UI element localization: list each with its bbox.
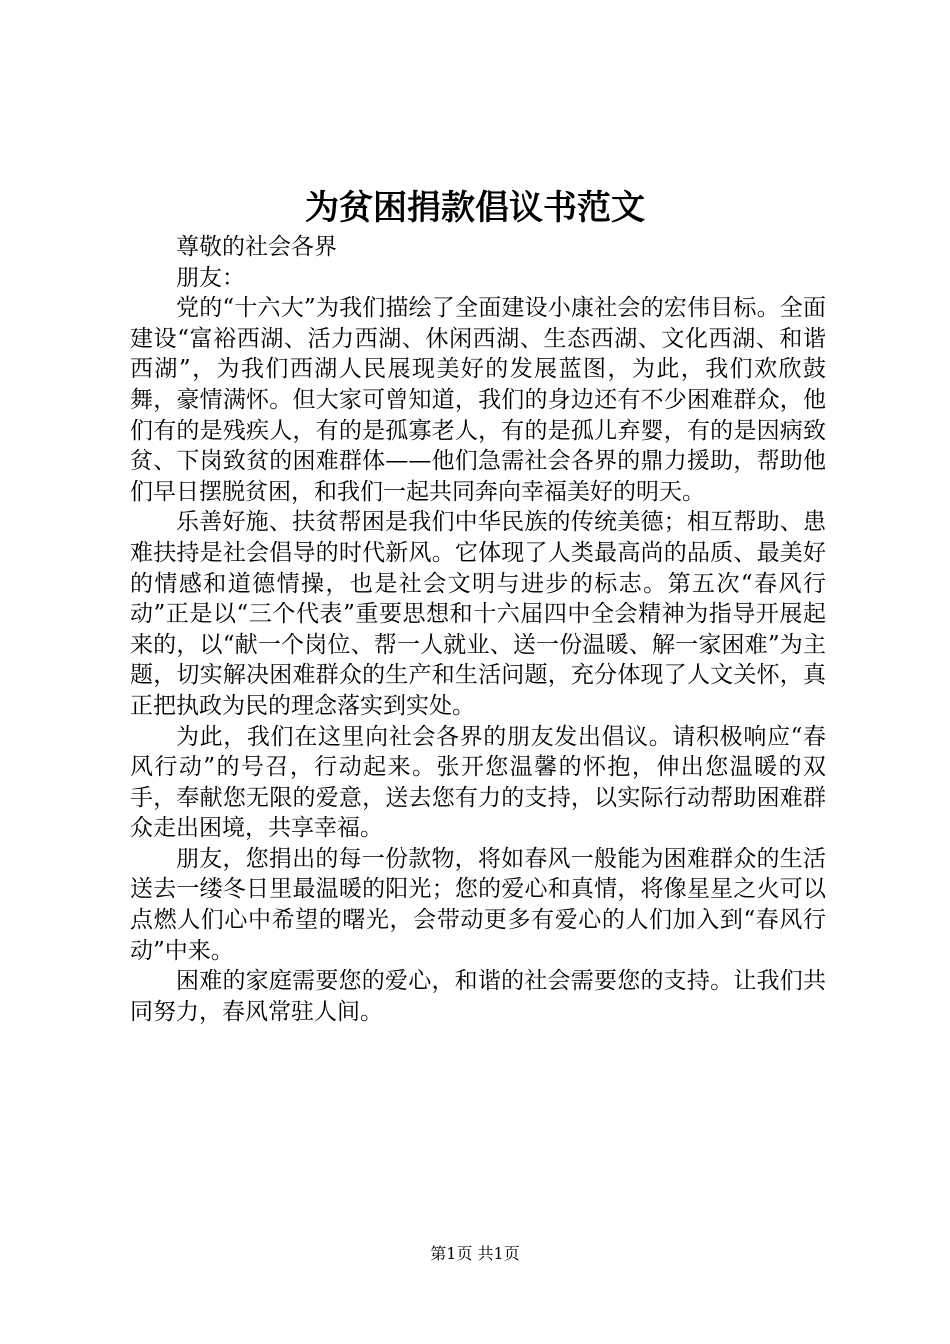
body-paragraph: 朋友，您捐出的每一份款物，将如春风一般能为困难群众的生活送去一缕冬日里最温暖的阳光；您的爱心和真情，将像星星之火可以点燃人们心中希望的曙光，会带动更多有爱心的人们加入到“春风行动”中来。 (130, 845, 826, 964)
salutation-line: 朋友： (176, 264, 245, 291)
salutation-line: 尊敬的社会各界 (176, 234, 337, 260)
body-paragraph: 为此，我们在这里向社会各界的朋友发出倡议。请积极响应“春风行动”的号召，行动起来。张开您温馨的怀抱，伸出您温暖的双手，奉献您无限的爱意，送去您有力的支持，以实际行动帮助困难群众走出困境，共享幸福。 (130, 723, 826, 842)
body-paragraph: 乐善好施、扶贫帮困是我们中华民族的传统美德；相互帮助、患难扶持是社会倡导的时代新风。它体现了人类最高尚的品质、最美好的情感和道德情操，也是社会文明与进步的标志。第五次“春风行动”正是以“三个代表”重要思想和十六届四中全会精神为指导开展起来的，以“献一个岗位、帮一人就业、送一份温暖、解一家困难”为主题，切实解决困难群众的生产和生活问题，充分体现了人文关怀，真正把执政为民的理念落实到实处。 (130, 509, 826, 719)
page-number-footer: 第1页 共1页 (430, 1244, 520, 1263)
document-body (130, 232, 826, 1027)
document-title: 为贫困捐款倡议书范文 (305, 188, 645, 228)
body-paragraph: 党的“十六大”为我们描绘了全面建设小康社会的宏伟目标。全面建设“富裕西湖、活力西湖、休闲西湖、生态西湖、文化西湖、和谐西湖”，为我们西湖人民展现美好的发展蓝图，为此，我们欢欣鼓舞，豪情满怀。但大家可曾知道，我们的身边还有不少困难群众，他们有的是残疾人，有的是孤寡老人，有的是孤儿弃婴，有的是因病致贫、下岗致贫的困难群体——他们急需社会各界的鼎力援助，帮助他们早日摆脱贫困，和我们一起共同奔向幸福美好的明天。 (130, 295, 826, 505)
body-paragraph: 困难的家庭需要您的爱心，和谐的社会需要您的支持。让我们共同努力，春风常驻人间。 (130, 968, 826, 1025)
